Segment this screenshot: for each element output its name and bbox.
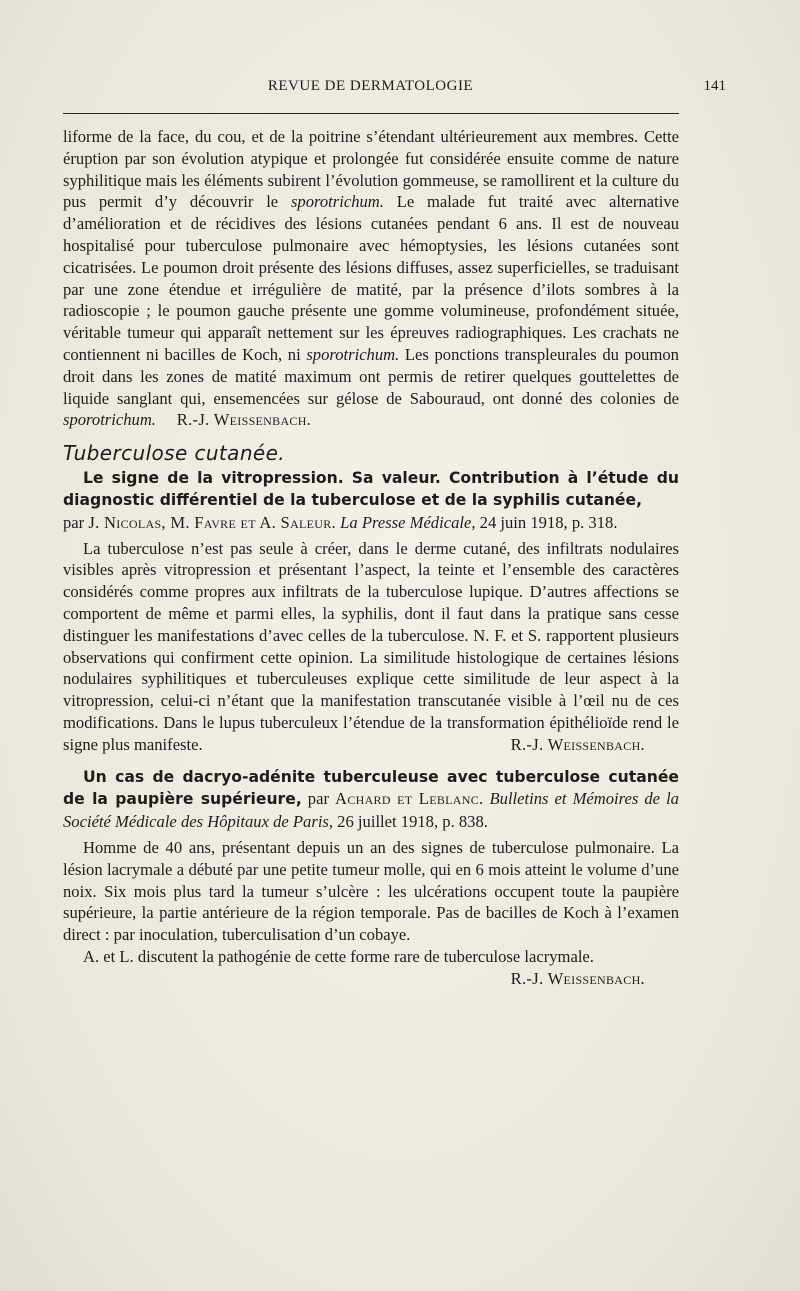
article-2-title: Un cas de dacryo-adénite tuberculeuse avec tuberculose cutanée de la paupière supérieure,	[63, 767, 679, 809]
page-number: 141	[703, 78, 726, 94]
article-2-signature: R.-J. Weissenbach.	[510, 968, 645, 988]
article-2-authors: Achard et Leblanc.	[335, 789, 484, 809]
article-1-body-text: La tuberculose n’est pas seule à créer, dans le derme cutané, des infiltrats nodulaires visibles après vitropression et présentant l’aspect, la teinte et l’ensemble des caractères considérés comme propres aux infiltrats de la tuberculose lupique. D’autres affections se comportent de même et parmi elles, la syphilis, dont il faut dans la pratique sans cesse distinguer les manifestations d’avec celles de la tuberculose. N. F. et S. rapportent plusieurs observations qui confirment cette opinion. La similitude histologique de certaines lésions nodulaires syphilitiques et tuberculeuses explique cette similitude de leur aspect à la vitropression, celui-ci n’étant que la manifestation transcutanée visible à l’œil nu de ces modifications. Dans le lupus tuberculeux l’étendue de la transformation épithélioïde rend le signe plus manifeste.	[63, 538, 679, 754]
article-2-ref-date: 26 juillet 1918, p. 838.	[333, 812, 488, 832]
article-1-ref-prefix: par	[63, 512, 89, 532]
intro-signature: R.-J. Weissenbach.	[176, 410, 312, 430]
article-2-conclusion	[63, 946, 679, 988]
spacer	[63, 756, 679, 766]
article-dacryo-adenite	[63, 766, 679, 988]
running-title: REVUE DE DERMATOLOGIE	[267, 78, 474, 94]
page-content	[63, 126, 679, 989]
intro-term-sporotrichum: sporotrichum.	[290, 192, 384, 212]
article-1-ref-date: 24 juin 1918, p. 318.	[475, 512, 618, 532]
article-1-reference	[63, 512, 679, 534]
intro-term-sporotrichum-3: sporotrichum.	[63, 410, 156, 430]
article-2-journal: Bulletins et Mémoires de la Société Médicale des Hôpitaux de Paris,	[63, 789, 679, 832]
article-1-signature: R.-J. Weissenbach.	[510, 734, 645, 754]
article-2-ref-prefix: par	[301, 789, 336, 809]
intro-text: liforme de la face, du cou, et de la poitrine s’étendant ultérieurement aux membres. Cette éruption par son évolution atypique et prolongée fut considérée ensuite comme de nature syphilitique mais les éléments subirent l’évolution gommeuse, se ramollirent et la culture du pus permit d’y découvrir le	[63, 127, 679, 212]
section-heading: Tuberculose cutanée.	[63, 441, 286, 466]
intro-term-sporotrichum-2: sporotrichum.	[306, 344, 400, 364]
article-2-body: Homme de 40 ans, présentant depuis un an des signes de tuberculose pulmonaire. La lésion lacrymale a débuté par une petite tumeur molle, qui en 6 mois atteint le volume d’une noix. Six mois plus tard la tumeur s’ulcère : les ulcérations occupent toute la paupière supérieure, la partie antérieure de la région temporale. Pas de bacilles de Koch à l’examen direct : par inoculation, tuberculisation d’un cobaye.	[63, 837, 679, 945]
article-1-body	[63, 538, 679, 756]
running-head	[63, 78, 726, 100]
article-1-title: Le signe de la vitropression. Sa valeur. Contribution à l’étude du diagnostic différentiel de la tuberculose et de la syphilis cutanée,	[63, 469, 679, 509]
article-2-conclusion-text: A. et L. discutent la pathogénie de cette forme rare de tuberculose lacrymale.	[83, 946, 594, 966]
article-1-journal: La Presse Médicale,	[340, 512, 476, 532]
intro-paragraph	[63, 126, 679, 431]
article-2-heading	[63, 766, 679, 833]
article-vitropression	[63, 468, 679, 755]
intro-text-2: Le malade fut traité avec alternative d’amélioration et de récidives des lésions cutanées pendant 6 ans. Il est de nouveau hospitalisé pour tuberculose pulmonaire avec hémoptysies, les lésions cutanées sont cicatrisées. Le poumon droit présente des lésions diffuses, assez superficielles, se traduisant par une zone étendue et irrégulière de matité, par la présence d’ilots sombres à la radioscopie ; le poumon gauche présente une gomme volumineuse, profondément située, véritable tumeur qui apparaît nettement sur les épreuves radiographiques. Les crachats ne contiennent ni bacilles de Koch, ni	[63, 192, 679, 364]
intro-text-3: Les ponctions transpleurales du poumon droit dans les zones de matité maximum ont permis de retirer quelques gouttelettes de liquide sanglant qui, ensemencées sur gélose de Sabouraud, ont donné des colonies de	[63, 344, 679, 408]
intro-signature-wrap	[156, 410, 311, 429]
article-1-authors: J. Nicolas, M. Favre et A. Saleur.	[88, 512, 337, 532]
header-rule	[63, 113, 679, 114]
